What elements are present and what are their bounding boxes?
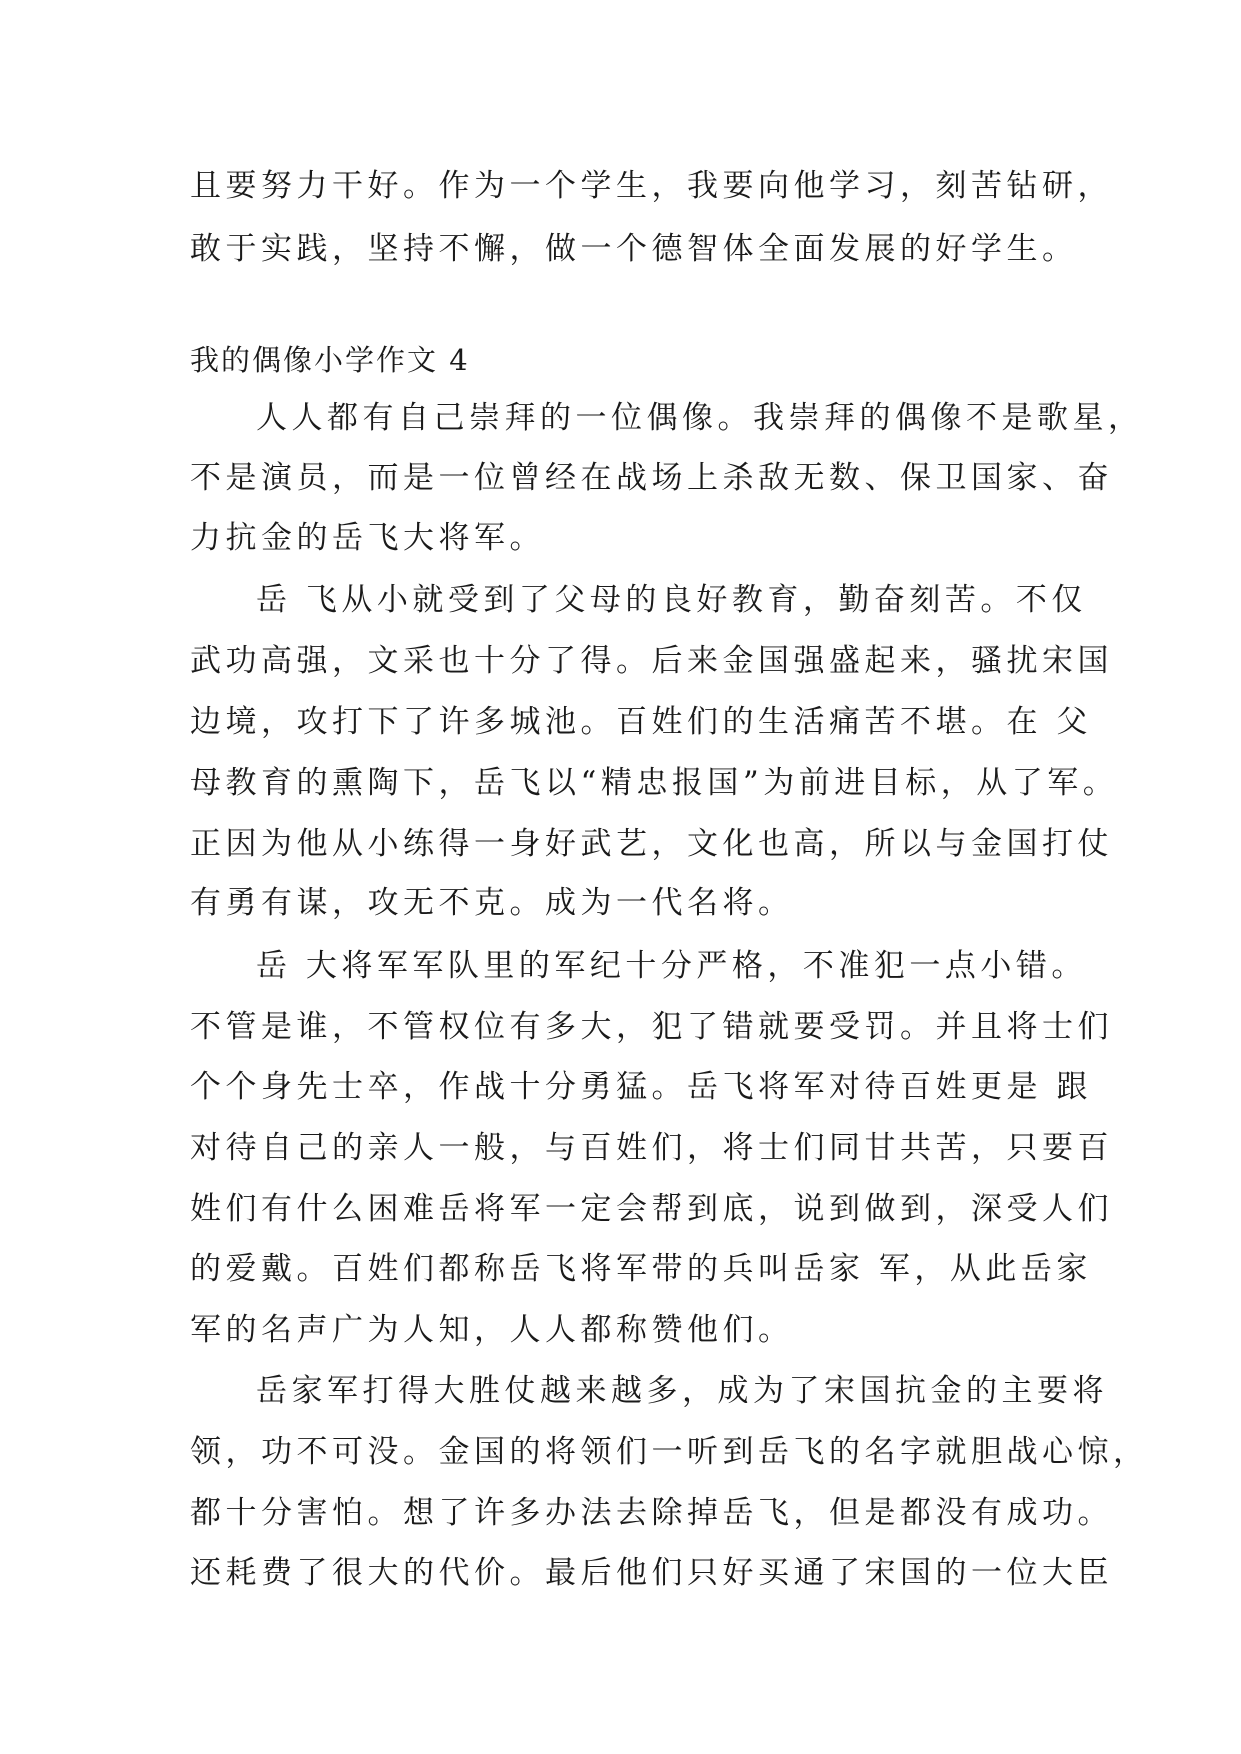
- paragraph-line: 个个身先士卒，作战十分勇猛。岳飞将军对待百姓更是 跟: [190, 1069, 1092, 1105]
- paragraph-line: 对待自己的亲人一般，与百姓们，将士们同甘共苦，只要百: [190, 1130, 1113, 1166]
- paragraph-line: 都十分害怕。想了许多办法去除掉岳飞，但是都没有成功。: [190, 1495, 1113, 1531]
- paragraph-line: 不管是谁，不管权位有多大，犯了错就要受罚。并且将士们: [190, 1009, 1113, 1045]
- paragraph-line: 姓们有什么困难岳将军一定会帮到底，说到做到，深受人们: [190, 1191, 1113, 1227]
- paragraph-line: 边境，攻打下了许多城池。百姓们的生活痛苦不堪。在 父: [190, 704, 1092, 740]
- paragraph-line: 还耗费了很大的代价。最后他们只好买通了宋国的一位大臣: [190, 1555, 1113, 1591]
- paragraph-line: 有勇有谋，攻无不克。成为一代名将。: [190, 885, 794, 921]
- intro-line: 且要努力干好。作为一个学生，我要向他学习，刻苦钻研，: [190, 168, 1113, 204]
- paragraph-line: 人人都有自己崇拜的一位偶像。我崇拜的偶像不是歌星，: [256, 400, 1144, 436]
- paragraph-line: 的爱戴。百姓们都称岳飞将军带的兵叫岳家 军，从此岳家: [190, 1251, 1092, 1287]
- paragraph-line: 岳家军打得大胜仗越来越多，成为了宋国抗金的主要将: [256, 1373, 1108, 1409]
- paragraph-line: 力抗金的岳飞大将军。: [190, 520, 545, 556]
- intro-line: 敢于实践，坚持不懈，做一个德智体全面发展的好学生。: [190, 231, 1078, 267]
- section-heading: 我的偶像小学作文 4: [190, 343, 470, 377]
- paragraph-line: 岳 大将军军队里的军纪十分严格，不准犯一点小错。: [256, 948, 1087, 984]
- paragraph-line: 军的名声广为人知，人人都称赞他们。: [190, 1312, 794, 1348]
- paragraph-line: 不是演员，而是一位曾经在战场上杀敌无数、保卫国家、奋: [190, 460, 1113, 496]
- paragraph-line: 武功高强，文采也十分了得。后来金国强盛起来，骚扰宋国: [190, 643, 1113, 679]
- paragraph-line: 岳 飞从小就受到了父母的良好教育，勤奋刻苦。不仅: [256, 582, 1087, 618]
- paragraph-line: 领，功不可没。金国的将领们一听到岳飞的名字就胆战心惊，: [190, 1434, 1149, 1470]
- paragraph-line: 正因为他从小练得一身好武艺，文化也高，所以与金国打仗: [190, 826, 1113, 862]
- paragraph-line: 母教育的熏陶下，岳飞以“精忠报国”为前进目标，从了军。: [190, 765, 1119, 801]
